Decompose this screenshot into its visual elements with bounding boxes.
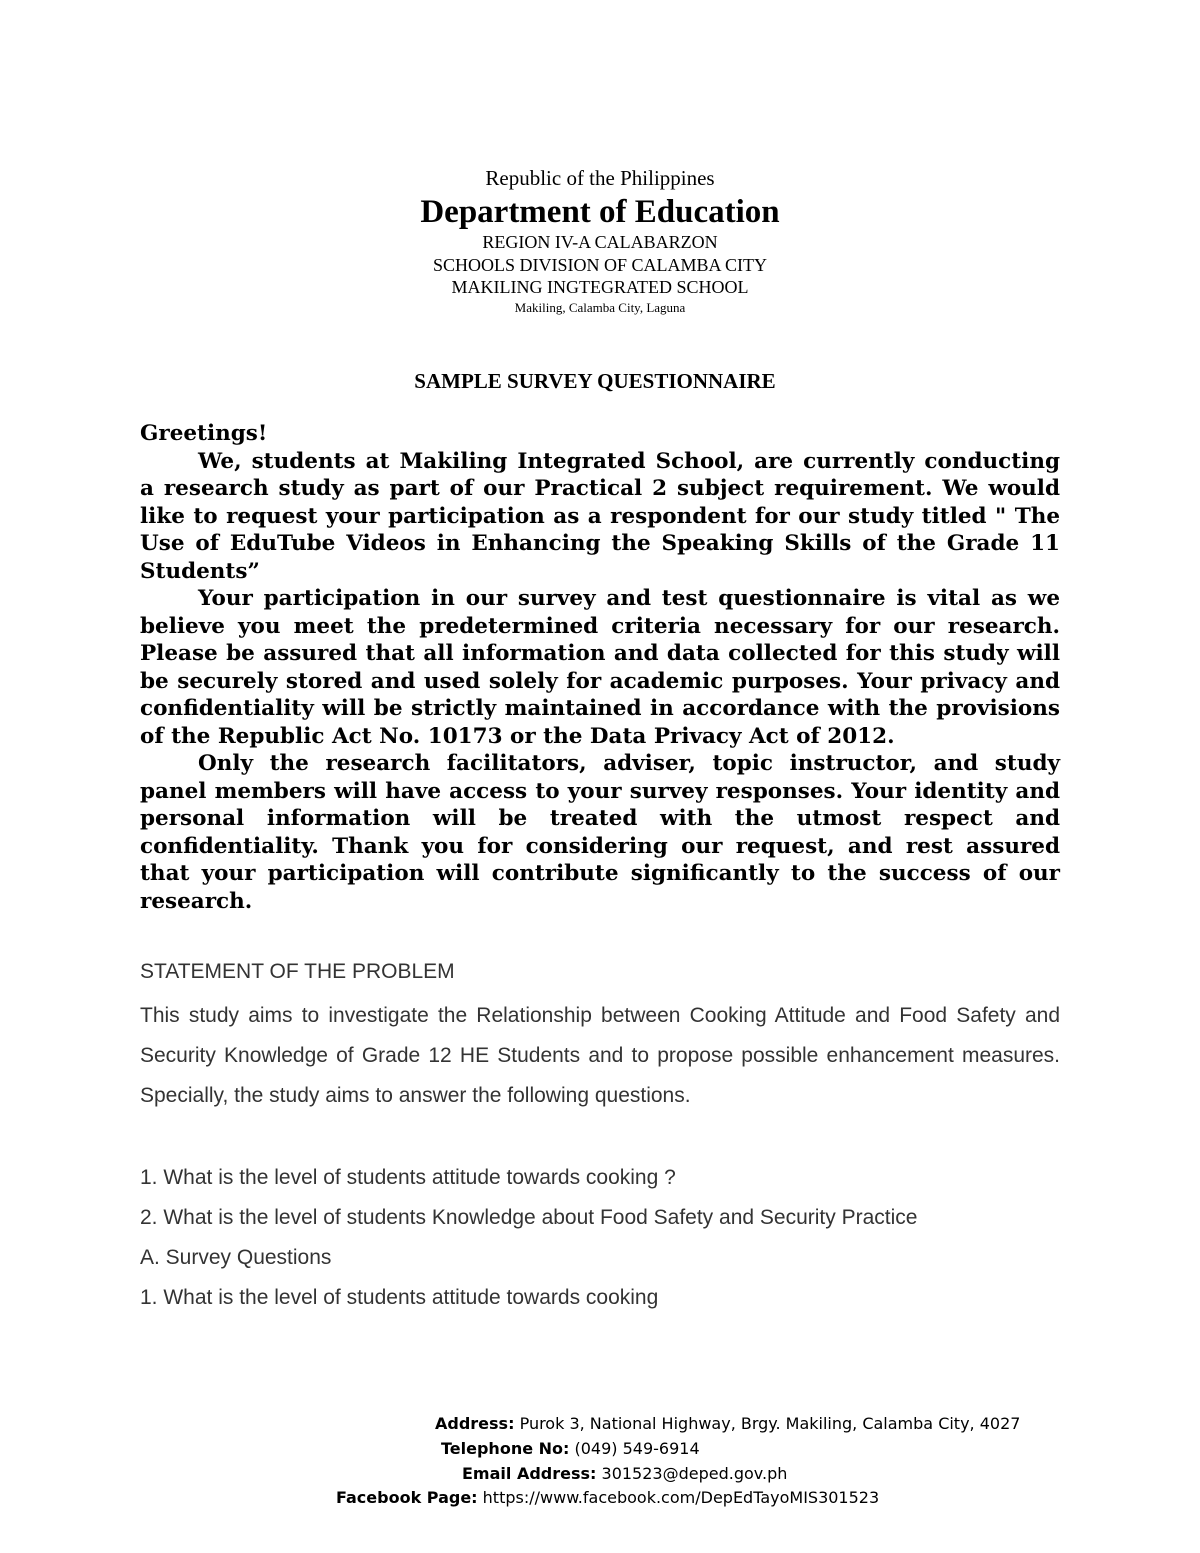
- phone-value: (049) 549-6914: [569, 1439, 700, 1458]
- school-name: MAKILING INGTEGRATED SCHOOL: [451, 277, 749, 297]
- email-value: 301523@deped.gov.ph: [596, 1464, 788, 1483]
- list-item: 2. What is the level of students Knowledge about Food Safety and Security Practice: [140, 1206, 918, 1229]
- republic-line: Republic of the Philippines: [485, 166, 715, 190]
- greeting: Greetings!: [140, 421, 268, 446]
- phone-label: Telephone No:: [441, 1439, 570, 1458]
- paragraph-1-text: We, students at Makiling Integrated School, are currently conducting a research study as part of our Practical 2 subject requirement. We would like to request your participation as a respondent for our study titled: [140, 448, 1060, 529]
- email-label: Email Address:: [462, 1464, 597, 1483]
- footer-phone: [441, 1437, 700, 1461]
- letter-paragraph-3: Only the research facilitators, adviser, topic instructor, and study panel members will have access to your survey responses. Your identity and personal information will be treated with the utmost respect and confidentiality. Thank you for considering our request, and rest assured that your participation will contribute significantly to the success of our research.: [140, 751, 1060, 914]
- division-line: SCHOOLS DIVISION OF CALAMBA CITY: [432, 255, 768, 275]
- department-name: Department of Education: [420, 194, 780, 230]
- letter-paragraph-1: [140, 448, 1060, 586]
- facebook-value: https://www.facebook.com/DepEdTayoMIS301523: [477, 1488, 880, 1507]
- letter-paragraph-2: [140, 585, 1060, 750]
- question-list: [140, 1158, 1060, 1318]
- footer-facebook: [336, 1486, 879, 1510]
- cover-letter: [140, 420, 1060, 915]
- paragraph-2-text: Your participation in our survey and test questionnaire is vital as we believe you meet the predetermined criteria necessary for our research. Please be assured that all information and data collected for this study will be securely stored and used solely for academic purposes. Your privacy and confidentiality will be strictly maintained in accordance with the provisions of the: [140, 586, 1060, 749]
- facebook-label: Facebook Page:: [336, 1488, 478, 1507]
- data-privacy-act: Republic Act No. 10173 or the Data Privacy Act of 2012.: [217, 723, 895, 749]
- footer-address: [435, 1412, 1020, 1436]
- problem-statement: This study aims to investigate the Relationship between Cooking Attitude and Food Safety and Security Knowledge of Grade 12 HE Students and to propose possible enhancement measures. Specially, the study aims to answer the following questions.: [140, 1004, 1060, 1107]
- list-item: 1. What is the level of students attitude towards cooking ?: [140, 1166, 676, 1189]
- list-item: 1. What is the level of students attitude towards cooking: [140, 1286, 659, 1309]
- school-location: Makiling, Calamba City, Laguna: [514, 300, 686, 315]
- address-value: Purok 3, National Highway, Brgy. Makiling, Calamba City, 4027: [514, 1414, 1021, 1433]
- document-title: SAMPLE SURVEY QUESTIONNAIRE: [414, 369, 776, 393]
- address-label: Address:: [435, 1414, 515, 1433]
- region-line: REGION IV-A CALABARZON: [482, 232, 718, 252]
- problem-heading: STATEMENT OF THE PROBLEM: [140, 960, 455, 983]
- study-title: " The Use of EduTube Videos in Enhancing the Speaking Skills of the Grade 11 Students”: [140, 503, 1061, 584]
- footer-email: [462, 1462, 787, 1486]
- survey-questions-heading: A. Survey Questions: [140, 1246, 332, 1269]
